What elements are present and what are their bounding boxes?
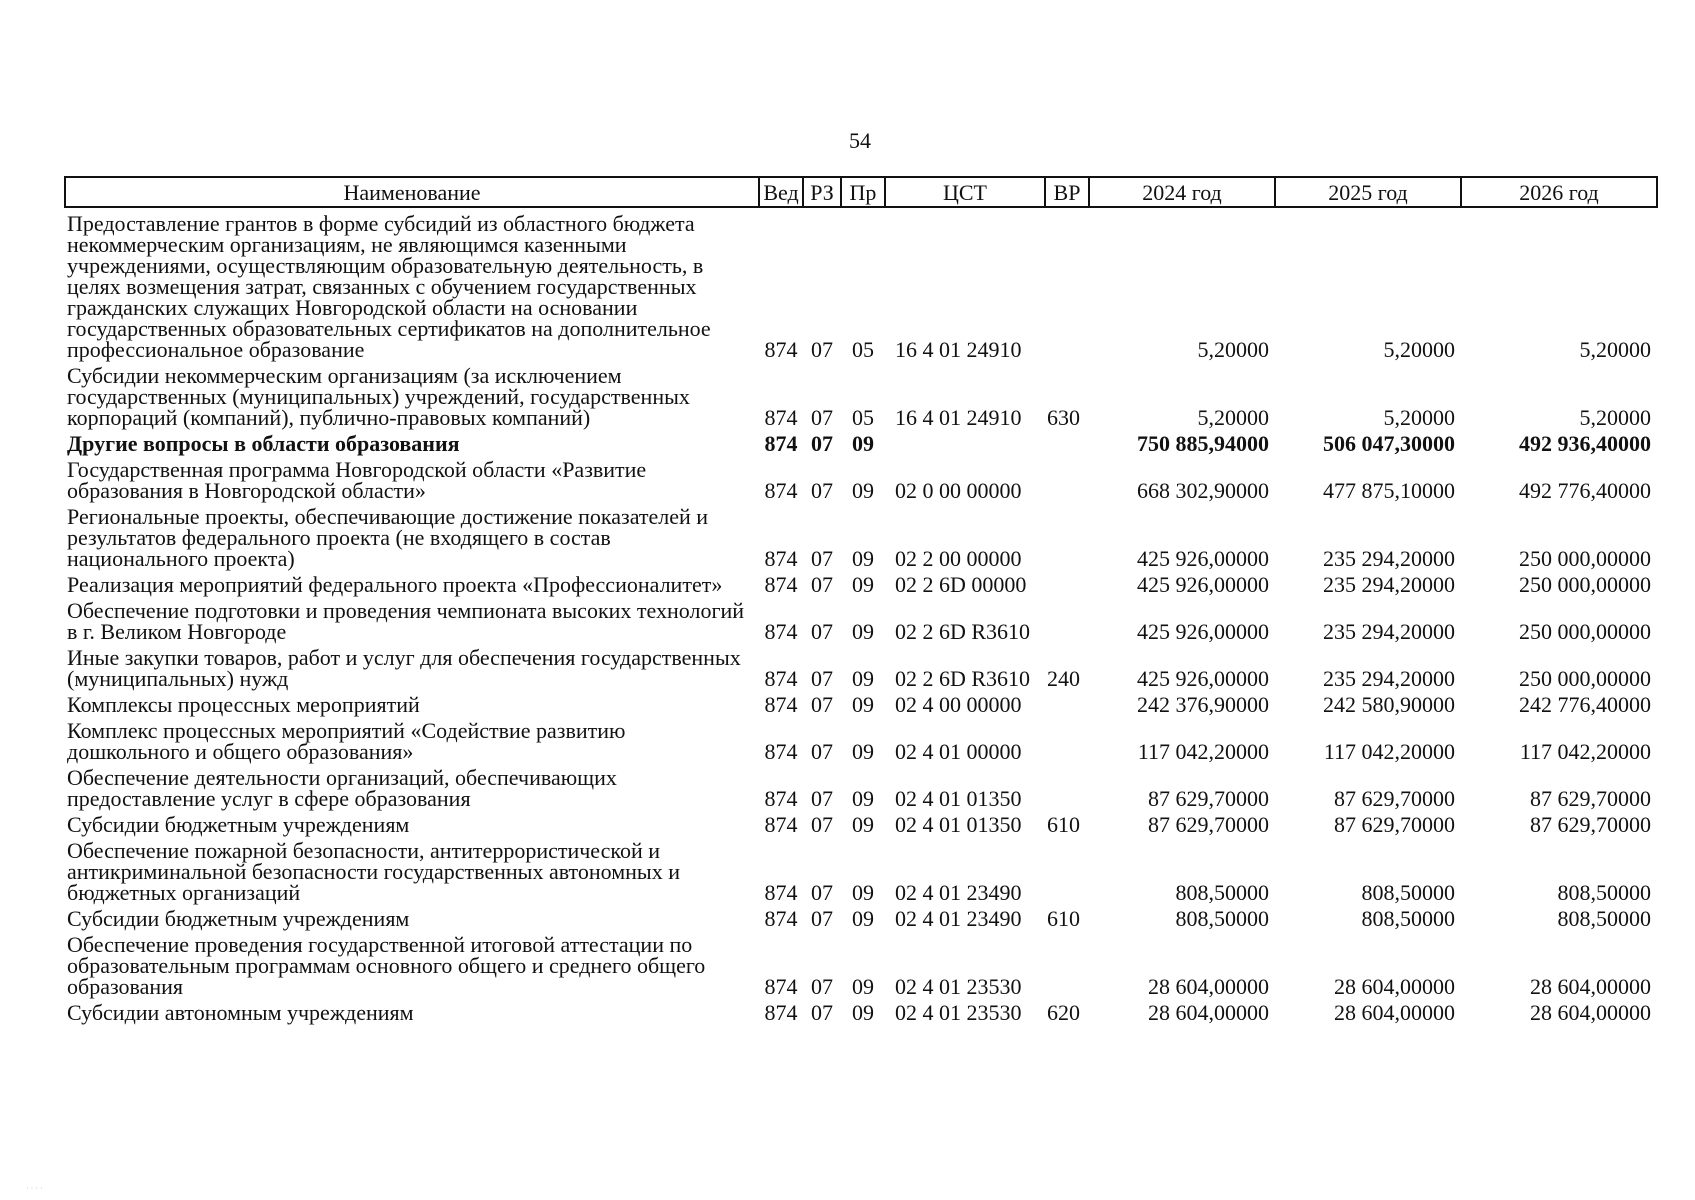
cell-2026: 808,50000 <box>1557 906 1651 931</box>
cell-2025: 235 294,20000 <box>1323 619 1455 644</box>
header-cst: ЦСТ <box>885 177 1045 207</box>
cell-cst: 02 0 00 00000 <box>895 478 1022 503</box>
cell-pr: 09 <box>852 1000 874 1025</box>
cell-rz: 07 <box>811 880 833 905</box>
cell-rz: 07 <box>811 692 833 717</box>
cell-2024: 5,20000 <box>1197 337 1269 362</box>
cell-pr: 09 <box>852 812 874 837</box>
cell-ved: 874 <box>764 692 798 717</box>
cell-2024: 425 926,00000 <box>1137 619 1269 644</box>
cell-vr: 610 <box>1047 906 1080 931</box>
cell-cst: 02 4 01 23490 <box>895 880 1022 905</box>
cell-2025: 506 047,30000 <box>1323 431 1455 456</box>
cell-pr: 05 <box>852 337 874 362</box>
cell-vr: 240 <box>1047 666 1080 691</box>
cell-cst: 02 2 00 00000 <box>895 546 1022 571</box>
cell-rz: 07 <box>811 405 833 430</box>
cell-name: Иные закупки товаров, работ и услуг для обеспечения государственных (муниципальных) нужд <box>67 645 741 691</box>
table-header-row <box>65 177 1657 207</box>
cell-pr: 09 <box>852 692 874 717</box>
cell-2024: 425 926,00000 <box>1137 572 1269 597</box>
page-number: 54 <box>849 128 871 153</box>
table-row <box>65 997 1657 1023</box>
cell-name: Комплексы процессных мероприятий <box>67 692 420 717</box>
cell-rz: 07 <box>811 812 833 837</box>
cell-vr <box>1045 501 1089 569</box>
cell-vr <box>1045 595 1089 642</box>
cell-pr: 09 <box>852 572 874 597</box>
cell-rz: 07 <box>811 1000 833 1025</box>
cell-vr <box>1045 689 1089 715</box>
cell-name: Субсидии бюджетным учреждениям <box>67 906 410 931</box>
cell-2024: 668 302,90000 <box>1137 478 1269 503</box>
cell-pr: 09 <box>852 974 874 999</box>
cell-ved: 874 <box>764 337 798 362</box>
cell-rz: 07 <box>811 619 833 644</box>
cell-cst: 02 4 01 01350 <box>895 812 1022 837</box>
cell-2026: 28 604,00000 <box>1530 974 1651 999</box>
table-row <box>65 762 1657 809</box>
cell-cst: 02 2 6D R3610 <box>895 666 1031 691</box>
table-row <box>65 642 1657 689</box>
cell-ved: 874 <box>764 405 798 430</box>
cell-2026: 117 042,20000 <box>1519 739 1651 764</box>
cell-ved: 874 <box>764 906 798 931</box>
cell-cst: 02 2 6D 00000 <box>895 572 1027 597</box>
table-row <box>65 569 1657 595</box>
cell-name: Субсидии бюджетным учреждениям <box>67 812 410 837</box>
cell-ved: 874 <box>764 974 798 999</box>
cell-2024: 750 885,94000 <box>1137 431 1269 456</box>
table-row <box>65 903 1657 929</box>
cell-name: Обеспечение пожарной безопасности, антитеррористической и антикриминальной безопасности государственных автономных и бюджетных организаций <box>67 838 680 905</box>
cell-2025: 242 580,90000 <box>1323 692 1455 717</box>
cell-cst <box>885 428 1045 454</box>
cell-name: Региональные проекты, обеспечивающие достижение показателей и результатов федерального проекта (не входящего в состав национального проекта) <box>67 504 709 571</box>
header-2026: 2026 год <box>1461 177 1657 207</box>
cell-ved: 874 <box>764 786 798 811</box>
cell-pr: 09 <box>852 546 874 571</box>
cell-rz: 07 <box>811 786 833 811</box>
cell-rz: 07 <box>811 666 833 691</box>
cell-2024: 87 629,70000 <box>1148 812 1269 837</box>
cell-2026: 87 629,70000 <box>1530 812 1651 837</box>
cell-2026: 250 000,00000 <box>1519 546 1651 571</box>
header-name: Наименование <box>65 177 759 207</box>
cell-2024: 87 629,70000 <box>1148 786 1269 811</box>
cell-2025: 808,50000 <box>1361 906 1455 931</box>
cell-cst: 02 4 01 00000 <box>895 739 1022 764</box>
cell-name: Субсидии автономным учреждениям <box>67 1000 414 1025</box>
cell-2026: 5,20000 <box>1579 337 1651 362</box>
cell-2025: 808,50000 <box>1361 880 1455 905</box>
cell-pr: 09 <box>852 786 874 811</box>
header-pr: Пр <box>841 177 885 207</box>
cell-2026: 492 776,40000 <box>1519 478 1651 503</box>
cell-vr <box>1045 428 1089 454</box>
cell-2026: 5,20000 <box>1579 405 1651 430</box>
table-row <box>65 689 1657 715</box>
cell-pr: 09 <box>852 906 874 931</box>
header-2025: 2025 год <box>1275 177 1461 207</box>
cell-pr: 09 <box>852 739 874 764</box>
cell-rz: 07 <box>811 739 833 764</box>
cell-vr <box>1045 835 1089 903</box>
table-row <box>65 501 1657 569</box>
cell-vr <box>1045 569 1089 595</box>
scan-artifact: · · · · <box>26 1184 43 1193</box>
cell-vr <box>1045 715 1089 762</box>
cell-name: Обеспечение подготовки и проведения чемпионата высоких технологий в г. Великом Новгороде <box>67 598 745 644</box>
table-row <box>65 595 1657 642</box>
cell-2025: 235 294,20000 <box>1323 666 1455 691</box>
cell-2025: 5,20000 <box>1383 337 1455 362</box>
cell-ved: 874 <box>764 478 798 503</box>
cell-rz: 07 <box>811 431 833 456</box>
cell-2025: 5,20000 <box>1383 405 1455 430</box>
cell-pr: 09 <box>852 478 874 503</box>
header-2024: 2024 год <box>1089 177 1275 207</box>
cell-name: Другие вопросы в области образования <box>67 431 460 456</box>
cell-ved: 874 <box>764 546 798 571</box>
cell-rz: 07 <box>811 906 833 931</box>
cell-2026: 250 000,00000 <box>1519 666 1651 691</box>
table-row <box>65 715 1657 762</box>
cell-cst: 16 4 01 24910 <box>895 337 1022 362</box>
cell-2024: 117 042,20000 <box>1137 739 1269 764</box>
cell-vr <box>1045 454 1089 501</box>
cell-2024: 808,50000 <box>1175 906 1269 931</box>
cell-rz: 07 <box>811 546 833 571</box>
cell-ved: 874 <box>764 1000 798 1025</box>
cell-2026: 808,50000 <box>1557 880 1651 905</box>
cell-rz: 07 <box>811 337 833 362</box>
cell-2026: 242 776,40000 <box>1519 692 1651 717</box>
cell-2024: 28 604,00000 <box>1148 974 1269 999</box>
cell-2026: 250 000,00000 <box>1519 572 1651 597</box>
cell-name: Предоставление грантов в форме субсидий из областного бюджета некоммерческим организациям, не являющимся казенными учреждениями, осуществляющим образовательную деятельность, в целях возмещения затрат, связанных с обучением государственных гражданских служащих Новгородской области на основании государственных образовательных сертификатов на дополнительное профессиональное образование <box>67 211 711 362</box>
cell-cst: 02 4 01 01350 <box>895 786 1022 811</box>
cell-2026: 28 604,00000 <box>1530 1000 1651 1025</box>
cell-vr: 620 <box>1047 1000 1080 1025</box>
header-vr: ВР <box>1045 177 1089 207</box>
table-body <box>65 207 1657 1023</box>
cell-2026: 492 936,40000 <box>1519 431 1651 456</box>
cell-name: Реализация мероприятий федерального проекта «Профессионалитет» <box>67 572 723 597</box>
cell-2024: 808,50000 <box>1175 880 1269 905</box>
cell-pr: 09 <box>852 619 874 644</box>
cell-pr: 05 <box>852 405 874 430</box>
cell-2026: 87 629,70000 <box>1530 786 1651 811</box>
budget-table <box>64 176 1658 1023</box>
cell-2025: 87 629,70000 <box>1334 786 1455 811</box>
cell-2025: 477 875,10000 <box>1323 478 1455 503</box>
table-row <box>65 835 1657 903</box>
cell-2025: 235 294,20000 <box>1323 572 1455 597</box>
table-row <box>65 207 1657 360</box>
cell-vr: 610 <box>1047 812 1080 837</box>
cell-pr: 09 <box>852 880 874 905</box>
cell-2025: 28 604,00000 <box>1334 974 1455 999</box>
table-row <box>65 454 1657 501</box>
cell-rz: 07 <box>811 572 833 597</box>
cell-rz: 07 <box>811 974 833 999</box>
cell-pr: 09 <box>852 431 874 456</box>
cell-ved: 874 <box>764 619 798 644</box>
cell-cst: 02 4 01 23490 <box>895 906 1022 931</box>
cell-name: Обеспечение деятельности организаций, обеспечивающих предоставление услуг в сфере образования <box>67 765 617 811</box>
table-row <box>65 360 1657 428</box>
cell-ved: 874 <box>764 666 798 691</box>
cell-ved: 874 <box>764 572 798 597</box>
cell-2026: 250 000,00000 <box>1519 619 1651 644</box>
cell-pr: 09 <box>852 666 874 691</box>
table-row <box>65 809 1657 835</box>
cell-rz: 07 <box>811 478 833 503</box>
table-row <box>65 428 1657 454</box>
cell-vr <box>1045 207 1089 360</box>
cell-2025: 87 629,70000 <box>1334 812 1455 837</box>
cell-ved: 874 <box>764 812 798 837</box>
cell-name: Комплекс процессных мероприятий «Содействие развитию дошкольного и общего образования» <box>67 718 626 764</box>
cell-2024: 425 926,00000 <box>1137 666 1269 691</box>
cell-2024: 5,20000 <box>1197 405 1269 430</box>
cell-cst: 02 4 01 23530 <box>895 974 1022 999</box>
cell-ved: 874 <box>764 431 798 456</box>
cell-2025: 117 042,20000 <box>1323 739 1455 764</box>
cell-cst: 02 2 6D R3610 <box>895 619 1031 644</box>
cell-vr <box>1045 762 1089 809</box>
table-row <box>65 929 1657 997</box>
cell-name: Субсидии некоммерческим организациям (за исключением государственных (муниципальных) учреждений, государственных корпораций (компаний), публично-правовых компаний) <box>67 363 690 430</box>
cell-2024: 242 376,90000 <box>1137 692 1269 717</box>
cell-2024: 425 926,00000 <box>1137 546 1269 571</box>
cell-name: Обеспечение проведения государственной итоговой аттестации по образовательным программам основного общего и среднего общего образования <box>67 932 706 999</box>
cell-ved: 874 <box>764 739 798 764</box>
header-ved: Вед <box>759 177 803 207</box>
cell-ved: 874 <box>764 880 798 905</box>
cell-2024: 28 604,00000 <box>1148 1000 1269 1025</box>
cell-vr <box>1045 929 1089 997</box>
cell-cst: 02 4 01 23530 <box>895 1000 1022 1025</box>
header-rz: РЗ <box>803 177 841 207</box>
cell-2025: 235 294,20000 <box>1323 546 1455 571</box>
cell-name: Государственная программа Новгородской области «Развитие образования в Новгородской области» <box>67 457 647 503</box>
cell-cst: 02 4 00 00000 <box>895 692 1022 717</box>
cell-2025: 28 604,00000 <box>1334 1000 1455 1025</box>
cell-cst: 16 4 01 24910 <box>895 405 1022 430</box>
cell-vr: 630 <box>1047 405 1080 430</box>
